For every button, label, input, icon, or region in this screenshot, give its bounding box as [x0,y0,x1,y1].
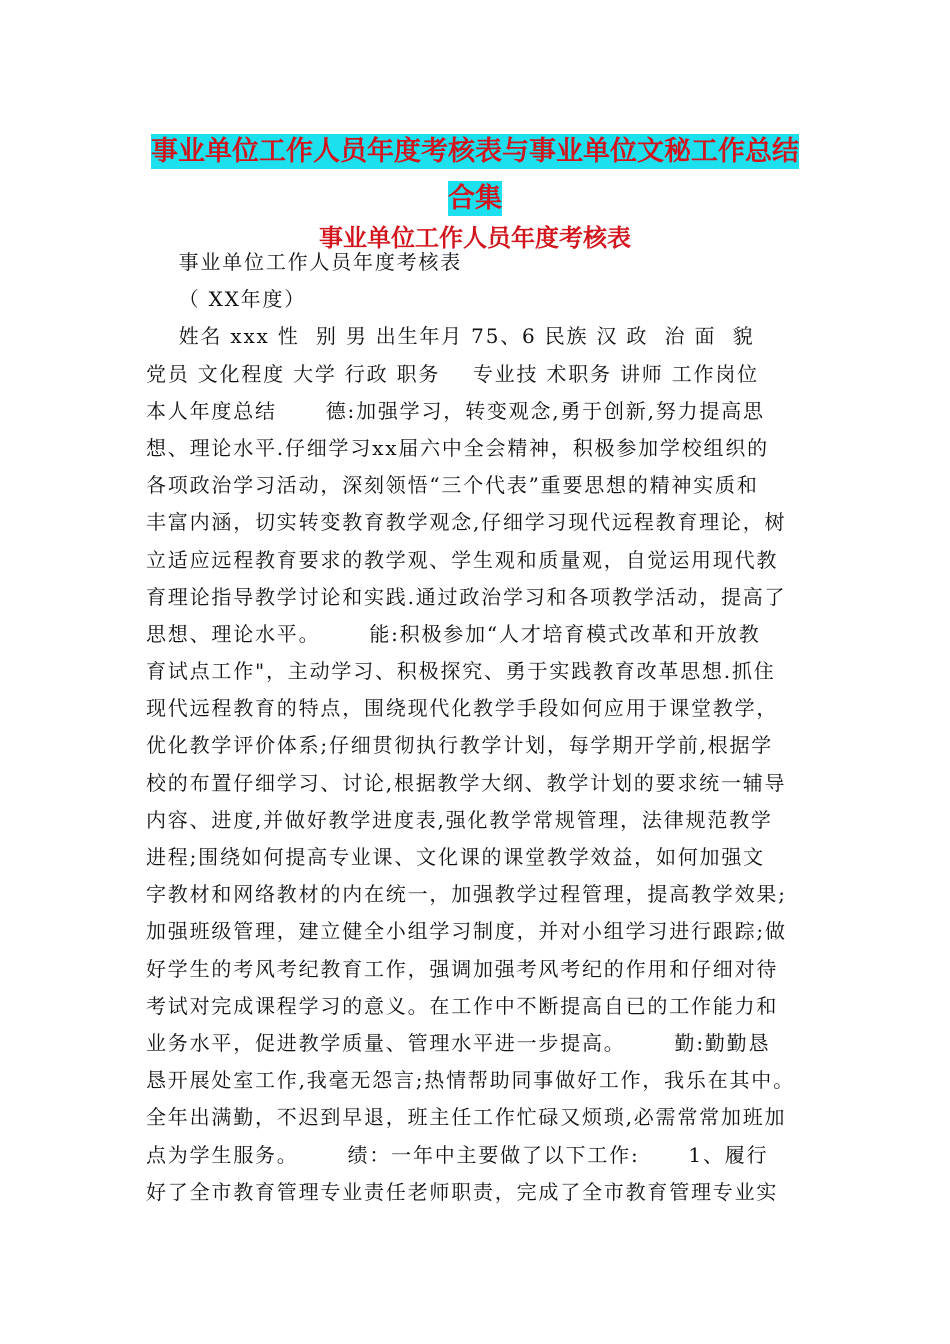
body-line: 加强班级管理，建立健全小组学习制度，并对小组学习进行跟踪;做 [146,919,787,944]
body-line: 育试点工作"，主动学习、积极探究、勇于实践教育改革思想.抓住 [146,659,776,684]
body-line: 好了全市教育管理专业责任老师职责，完成了全市教育管理专业实 [146,1179,779,1204]
body-line: 本人年度总结 德:加强学习，转变观念,勇于创新,努力提高思 [146,398,765,423]
body-line: 字教材和网络教材的内在统一，加强教学过程管理，提高教学效果; [146,882,787,907]
document-title-line-2: 合集 [448,183,502,214]
body-line: 育理论指导教学讨论和实践.通过政治学习和各项教学活动，提高了 [146,584,787,609]
body-line: 立适应远程教育要求的教学观、学生观和质量观，自觉运用现代教 [146,547,779,572]
body-line: 现代远程教育的特点，围绕现代化教学手段如何应用于课堂教学， [146,696,779,721]
body-line: （ XX年度） [146,287,307,312]
body-line: 内容、进度,并做好教学进度表,强化教学常规管理，法律规范教学 [146,807,773,832]
body-line: 姓名 xxx 性 别 男 出生年月 75、6 民族 汉 政 治 面 貌 [146,324,755,349]
body-line: 优化教学评价体系;仔细贯彻执行教学计划，每学期开学前,根据学 [146,733,774,758]
body-line: 党员 文化程度 大学 行政 职务 专业技 术职务 讲师 工作岗位 [146,361,759,386]
document-title [130,128,820,222]
document-title-line-1: 事业单位工作人员年度考核表与事业单位文秘工作总结 [151,136,799,167]
body-line: 想、理论水平.仔细学习xx届六中全会精神，积极参加学校组织的 [146,435,769,460]
body-line: 校的布置仔细学习、讨论,根据教学大纲、教学计划的要求统一辅导 [146,770,787,795]
body-line: 进程;围绕如何提高专业课、文化课的课堂教学效益，如何加强文 [146,845,765,869]
body-line: 思想、理论水平。 能:积极参加“人才培育模式改革和开放教 [146,621,761,646]
body-line: 各项政治学习活动，深刻领悟“三个代表”重要思想的精神实质和 [146,473,759,498]
body-line: 好学生的考风考纪教育工作，强调加强考风考纪的作用和仔细对待 [146,956,779,981]
body-line: 恳开展处室工作,我毫无怨言;热情帮助同事做好工作，我乐在其中。 [146,1068,795,1093]
body-line: 点为学生服务。 绩：一年中主要做了以下工作: 1、履行 [146,1142,769,1167]
body-line: 丰富内涵，切实转变教育教学观念,仔细学习现代远程教育理论，树 [146,510,787,535]
body-line: 业务水平，促进教学质量、管理水平进一步提高。 勤:勤勤恳 [146,1030,771,1055]
document-subtitle: 事业单位工作人员年度考核表 [319,224,631,252]
body-line: 事业单位工作人员年度考核表 [146,250,463,274]
body-line: 全年出满勤，不迟到早退，班主任工作忙碌又烦琐,必需常常加班加 [146,1105,787,1130]
body-line: 考试对完成课程学习的意义。在工作中不断提高自已的工作能力和 [146,993,779,1018]
body-text [146,244,816,1211]
